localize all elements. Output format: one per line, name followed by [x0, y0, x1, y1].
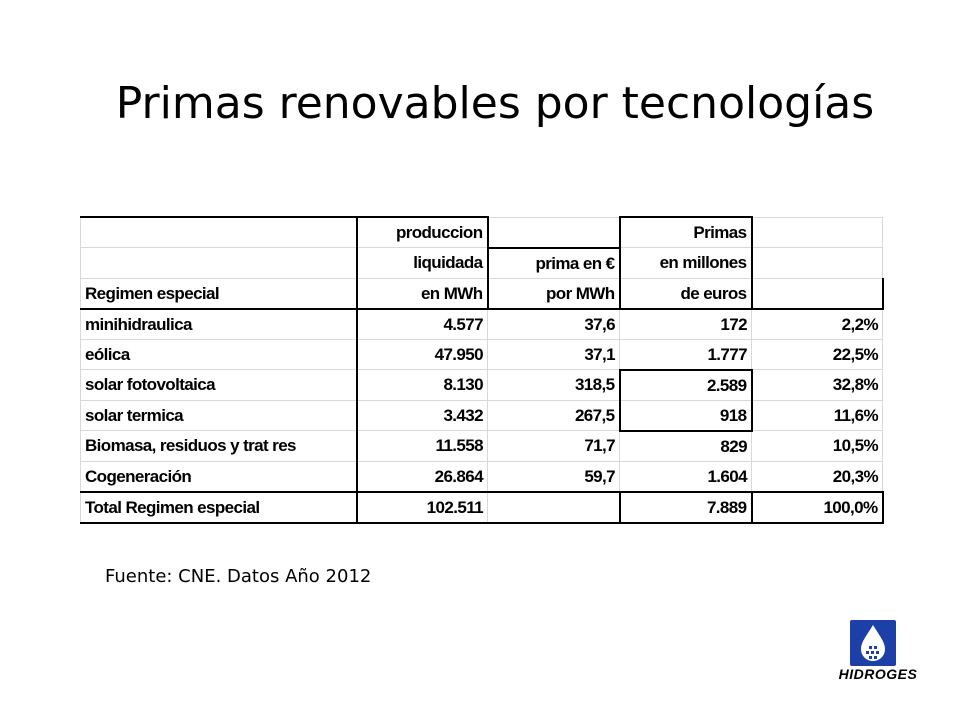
total-share: 100,0% — [752, 492, 883, 523]
header-row-1 — [81, 217, 883, 248]
row-share: 20,3% — [752, 461, 883, 492]
row-technology: minihidraulica — [81, 309, 357, 340]
row-production: 47.950 — [357, 339, 488, 370]
header-total-line1: Primas — [620, 217, 752, 248]
row-production: 26.864 — [357, 461, 488, 492]
header-cell — [752, 278, 883, 309]
row-premium: 318,5 — [488, 370, 620, 401]
table-row — [81, 461, 883, 492]
header-total-line3: de euros — [620, 278, 752, 309]
row-total: 1.604 — [620, 461, 752, 492]
row-production: 3.432 — [357, 400, 488, 431]
row-share: 11,6% — [752, 400, 883, 431]
row-technology: solar fotovoltaica — [81, 370, 357, 401]
source-note: Fuente: CNE. Datos Año 2012 — [105, 566, 372, 587]
row-premium: 37,6 — [488, 309, 620, 340]
row-share: 10,5% — [752, 431, 883, 462]
premiums-table — [80, 216, 884, 524]
row-production: 8.130 — [357, 370, 488, 401]
total-premium — [488, 492, 620, 523]
total-total: 7.889 — [620, 492, 752, 523]
header-cell — [752, 217, 883, 248]
row-total: 829 — [620, 431, 752, 462]
row-share: 32,8% — [752, 370, 883, 401]
header-premium-line1: prima en € — [488, 248, 620, 279]
header-cell — [488, 217, 620, 248]
premiums-table-wrapper — [80, 216, 884, 524]
total-row — [81, 492, 883, 523]
row-production: 11.558 — [357, 431, 488, 462]
header-cell — [81, 248, 357, 279]
row-total: 172 — [620, 309, 752, 340]
row-production: 4.577 — [357, 309, 488, 340]
row-premium: 71,7 — [488, 431, 620, 462]
header-cell — [81, 217, 357, 248]
row-premium: 37,1 — [488, 339, 620, 370]
header-cell — [752, 248, 883, 279]
table-row — [81, 400, 883, 431]
row-technology: eólica — [81, 339, 357, 370]
hidroges-logo — [822, 620, 934, 688]
header-regime: Regimen especial — [81, 278, 357, 309]
table-row — [81, 431, 883, 462]
header-row-2 — [81, 248, 883, 279]
water-drop-logo-icon — [850, 620, 896, 666]
table-row — [81, 370, 883, 401]
row-technology: solar termica — [81, 400, 357, 431]
total-production: 102.511 — [357, 492, 488, 523]
header-total-line2: en millones — [620, 248, 752, 279]
row-technology: Cogeneración — [81, 461, 357, 492]
table-row — [81, 309, 883, 340]
header-production-line1: produccion — [357, 217, 488, 248]
header-row-3 — [81, 278, 883, 309]
header-production-line3: en MWh — [357, 278, 488, 309]
header-premium-line2: por MWh — [488, 278, 620, 309]
row-total: 1.777 — [620, 339, 752, 370]
total-label: Total Regimen especial — [81, 492, 357, 523]
slide-title: Primas renovables por tecnologías — [115, 78, 875, 129]
row-total: 918 — [620, 400, 752, 431]
logo-wordmark: HIDROGES — [838, 666, 918, 682]
row-share: 2,2% — [752, 309, 883, 340]
header-production-line2: liquidada — [357, 248, 488, 279]
row-premium: 267,5 — [488, 400, 620, 431]
row-total: 2.589 — [620, 370, 752, 401]
row-premium: 59,7 — [488, 461, 620, 492]
row-share: 22,5% — [752, 339, 883, 370]
table-row — [81, 339, 883, 370]
row-technology: Biomasa, residuos y trat res — [81, 431, 357, 462]
